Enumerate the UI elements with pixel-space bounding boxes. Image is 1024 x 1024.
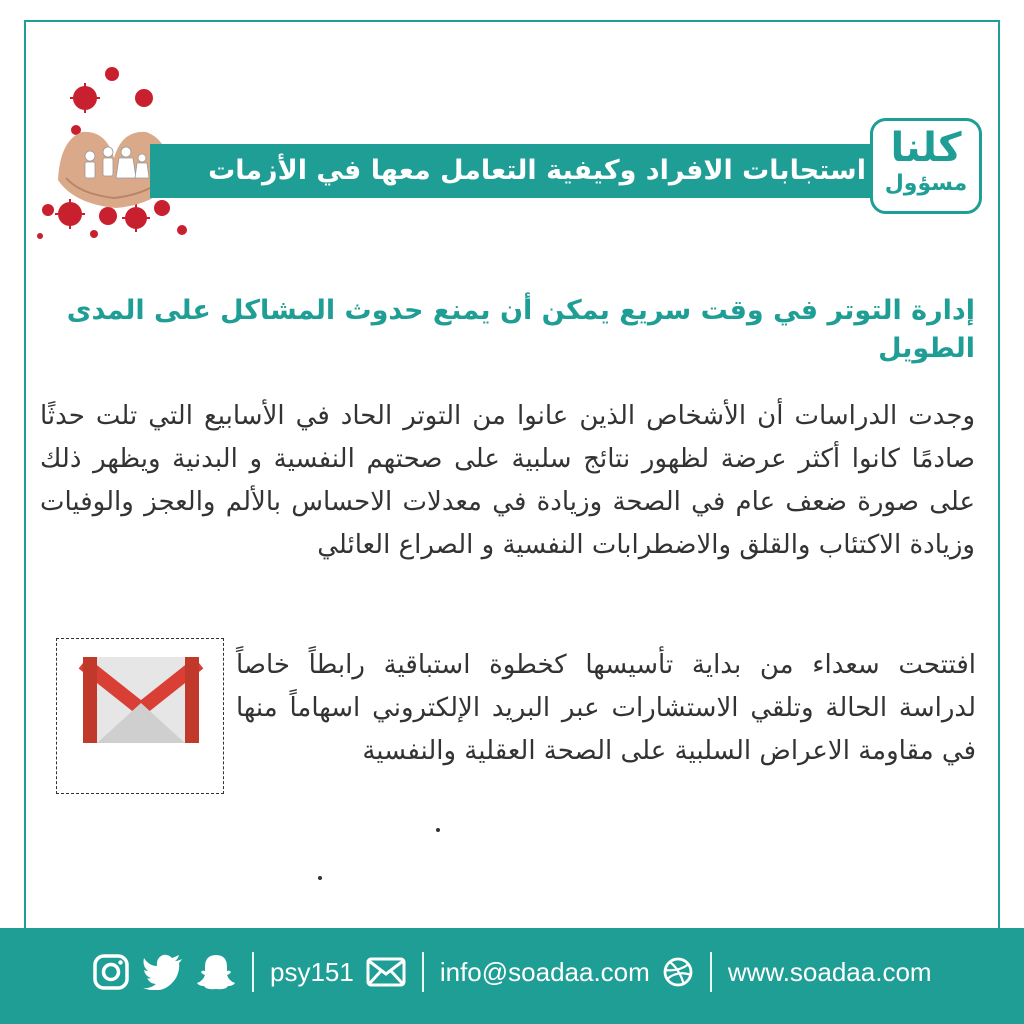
stray-dot [436,828,440,832]
logo-text-bottom: مسؤول [884,171,968,196]
footer-email[interactable]: info@soadaa.com [439,956,650,987]
footer-handle: psy151 [270,956,354,987]
page-title: استجابات الافراد وكيفية التعامل معها في الأزمات [208,155,866,186]
footer-separator [422,952,424,992]
logo-text-top: كلنا [890,125,962,171]
paragraph-stress-study: وجدت الدراسات أن الأشخاص الذين عانوا من التوتر الحاد في الأسابيع التي تلت حدثًا صادمًا كانوا أكثر عرضة لظهور نتائج سلبية على صحتهم النفسية و البدنية ويظهر ذلك على صورة ضعف عام في الصحة وزيادة في معدلات الاحساس بالألم والعجز والوفيات وزيادة الاكتئاب والقلق والاضطرابات النفسية و الصراع العائلي [40,401,975,560]
section-heading: إدارة التوتر في وقت سريع يمكن أن يمنع حدوث المشاكل على المدى الطويل [66,295,975,364]
snapchat-icon[interactable] [196,952,236,992]
paragraph-consultation: افتتحت سعداء من بداية تأسيسها كخطوة استباقية رابطاً خاصاً لدراسة الحالة وتلقي الاستشارات عبر البريد الإلكتروني اسهاماً منها في مقاومة الاعراض السلبية على الصحة العقلية والنفسية [236,650,976,766]
footer-website[interactable]: www.soadaa.com [727,956,932,987]
instagram-icon[interactable] [92,953,130,991]
footer-separator [710,952,712,992]
footer-contacts [92,946,932,998]
footer-separator [252,952,254,992]
twitter-icon[interactable] [142,954,184,990]
envelope-icon[interactable] [366,957,406,987]
stray-dot [318,876,322,880]
brand-logo [870,118,982,214]
gmail-icon [57,639,222,792]
dribbble-icon[interactable] [662,956,694,988]
email-illustration [56,638,224,794]
